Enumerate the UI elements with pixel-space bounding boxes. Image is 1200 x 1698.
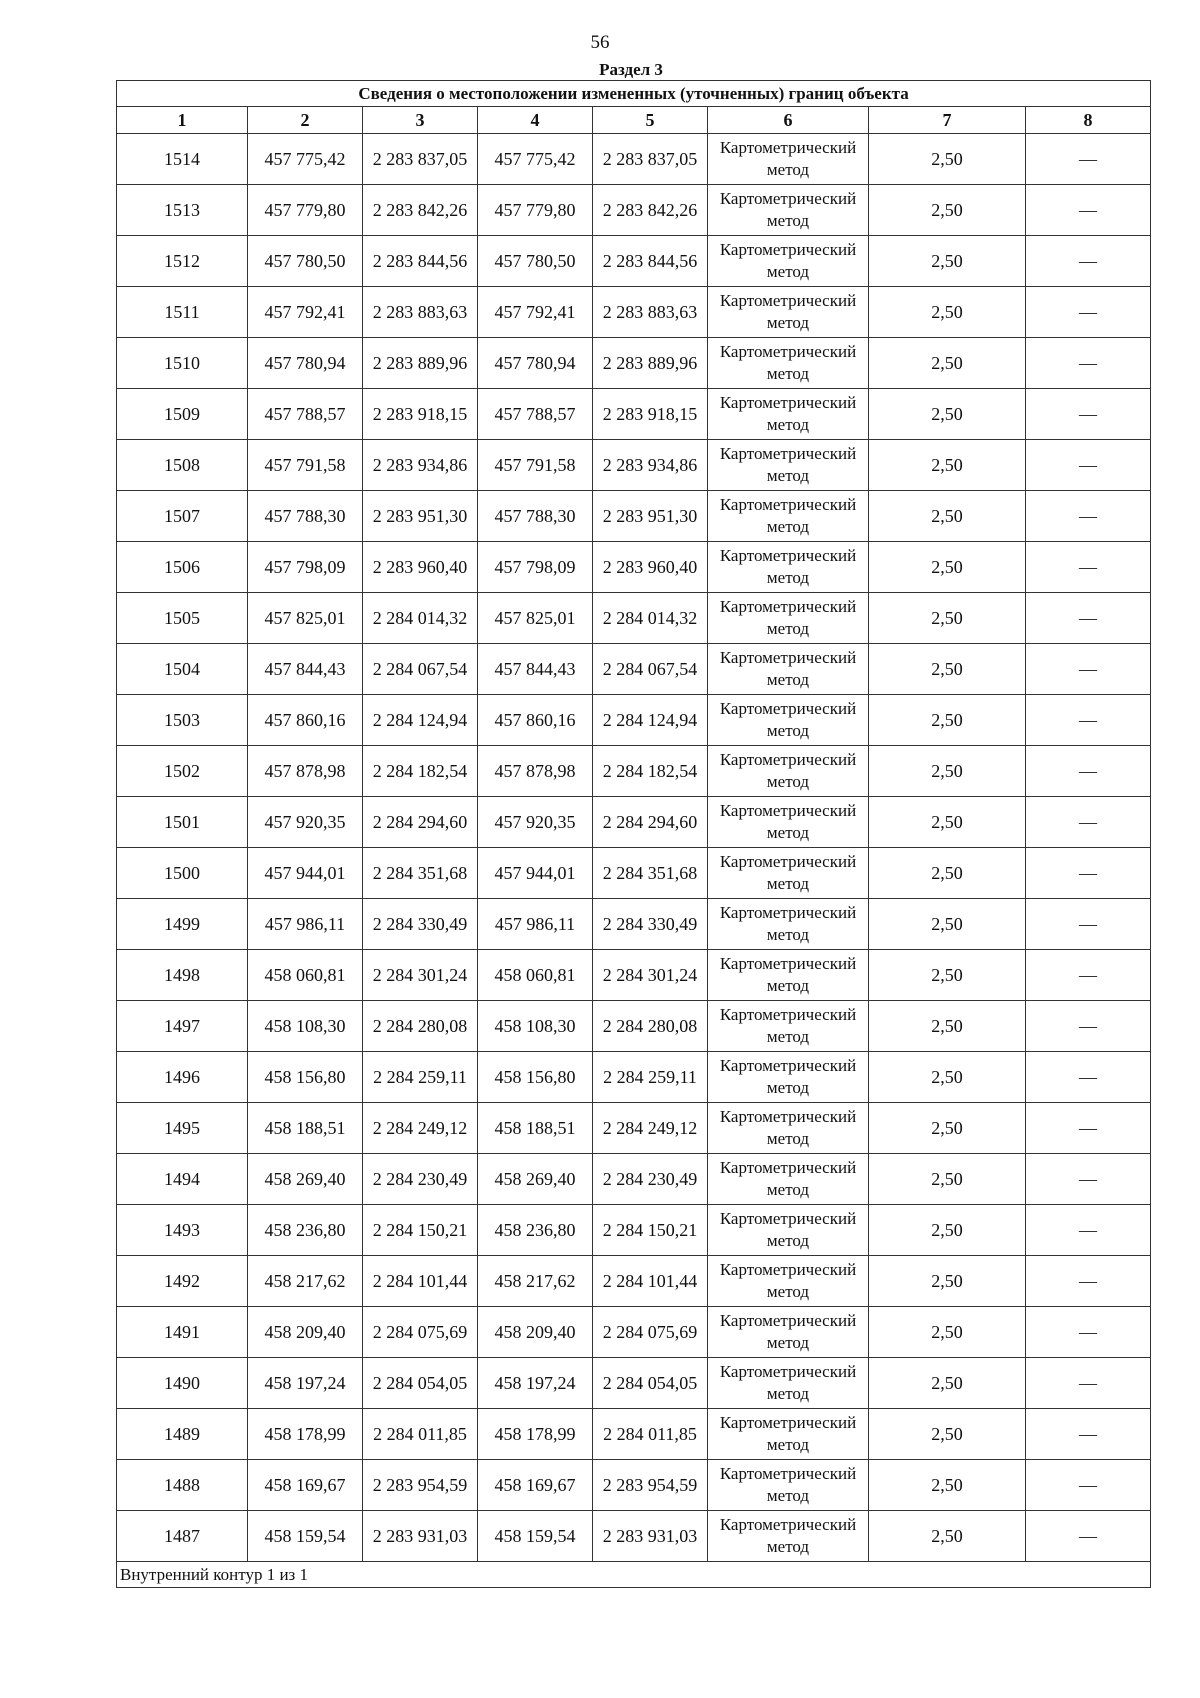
accuracy-cell: 2,50	[869, 1511, 1026, 1562]
table-row	[117, 593, 1151, 644]
x-existing-cell: 458 159,54	[248, 1511, 363, 1562]
x-existing-cell: 457 878,98	[248, 746, 363, 797]
y-new-cell: 2 284 182,54	[593, 746, 708, 797]
y-existing-cell: 2 284 182,54	[363, 746, 478, 797]
description-cell: —	[1026, 1205, 1151, 1256]
accuracy-cell: 2,50	[869, 1001, 1026, 1052]
method-cell: Картометрический метод	[708, 542, 869, 593]
x-existing-cell: 458 236,80	[248, 1205, 363, 1256]
y-new-cell: 2 283 960,40	[593, 542, 708, 593]
x-existing-cell: 457 944,01	[248, 848, 363, 899]
x-new-cell: 457 878,98	[478, 746, 593, 797]
x-new-cell: 457 788,57	[478, 389, 593, 440]
description-cell: —	[1026, 338, 1151, 389]
y-existing-cell: 2 284 330,49	[363, 899, 478, 950]
table-row	[117, 491, 1151, 542]
x-existing-cell: 458 169,67	[248, 1460, 363, 1511]
accuracy-cell: 2,50	[869, 899, 1026, 950]
y-new-cell: 2 284 351,68	[593, 848, 708, 899]
description-cell: —	[1026, 1103, 1151, 1154]
x-new-cell: 458 269,40	[478, 1154, 593, 1205]
y-existing-cell: 2 284 280,08	[363, 1001, 478, 1052]
table-row	[117, 236, 1151, 287]
table-row	[117, 746, 1151, 797]
column-header: 4	[478, 107, 593, 134]
y-new-cell: 2 284 101,44	[593, 1256, 708, 1307]
table-row	[117, 185, 1151, 236]
description-cell: —	[1026, 695, 1151, 746]
point-number-cell: 1490	[117, 1358, 248, 1409]
description-cell: —	[1026, 1154, 1151, 1205]
y-new-cell: 2 284 249,12	[593, 1103, 708, 1154]
x-existing-cell: 458 108,30	[248, 1001, 363, 1052]
table-row	[117, 1256, 1151, 1307]
description-cell: —	[1026, 593, 1151, 644]
description-cell: —	[1026, 1256, 1151, 1307]
table-body	[117, 134, 1151, 1562]
accuracy-cell: 2,50	[869, 1052, 1026, 1103]
method-cell: Картометрический метод	[708, 746, 869, 797]
y-existing-cell: 2 284 351,68	[363, 848, 478, 899]
y-new-cell: 2 283 934,86	[593, 440, 708, 491]
column-header: 6	[708, 107, 869, 134]
method-cell: Картометрический метод	[708, 644, 869, 695]
x-existing-cell: 457 860,16	[248, 695, 363, 746]
table-row	[117, 389, 1151, 440]
method-cell: Картометрический метод	[708, 593, 869, 644]
point-number-cell: 1499	[117, 899, 248, 950]
table-row	[117, 1358, 1151, 1409]
description-cell: —	[1026, 1409, 1151, 1460]
boundary-coordinates-table	[116, 80, 1151, 1588]
accuracy-cell: 2,50	[869, 848, 1026, 899]
method-cell: Картометрический метод	[708, 950, 869, 1001]
y-new-cell: 2 283 889,96	[593, 338, 708, 389]
y-new-cell: 2 284 230,49	[593, 1154, 708, 1205]
y-new-cell: 2 283 842,26	[593, 185, 708, 236]
y-existing-cell: 2 283 951,30	[363, 491, 478, 542]
y-new-cell: 2 283 918,15	[593, 389, 708, 440]
method-cell: Картометрический метод	[708, 338, 869, 389]
table-row	[117, 1409, 1151, 1460]
table-row	[117, 899, 1151, 950]
table-row	[117, 1511, 1151, 1562]
point-number-cell: 1491	[117, 1307, 248, 1358]
y-existing-cell: 2 283 837,05	[363, 134, 478, 185]
y-existing-cell: 2 284 301,24	[363, 950, 478, 1001]
x-existing-cell: 458 217,62	[248, 1256, 363, 1307]
y-existing-cell: 2 284 150,21	[363, 1205, 478, 1256]
point-number-cell: 1492	[117, 1256, 248, 1307]
accuracy-cell: 2,50	[869, 746, 1026, 797]
x-new-cell: 457 792,41	[478, 287, 593, 338]
x-new-cell: 457 788,30	[478, 491, 593, 542]
method-cell: Картометрический метод	[708, 1256, 869, 1307]
y-new-cell: 2 284 294,60	[593, 797, 708, 848]
point-number-cell: 1497	[117, 1001, 248, 1052]
point-number-cell: 1488	[117, 1460, 248, 1511]
method-cell: Картометрический метод	[708, 440, 869, 491]
y-new-cell: 2 284 280,08	[593, 1001, 708, 1052]
x-existing-cell: 458 197,24	[248, 1358, 363, 1409]
method-cell: Картометрический метод	[708, 1460, 869, 1511]
point-number-cell: 1498	[117, 950, 248, 1001]
accuracy-cell: 2,50	[869, 1256, 1026, 1307]
y-new-cell: 2 284 067,54	[593, 644, 708, 695]
description-cell: —	[1026, 1358, 1151, 1409]
y-existing-cell: 2 284 011,85	[363, 1409, 478, 1460]
accuracy-cell: 2,50	[869, 1103, 1026, 1154]
table-row	[117, 1103, 1151, 1154]
y-new-cell: 2 284 124,94	[593, 695, 708, 746]
description-cell: —	[1026, 185, 1151, 236]
point-number-cell: 1512	[117, 236, 248, 287]
accuracy-cell: 2,50	[869, 389, 1026, 440]
method-cell: Картометрический метод	[708, 797, 869, 848]
x-new-cell: 458 169,67	[478, 1460, 593, 1511]
x-new-cell: 457 944,01	[478, 848, 593, 899]
y-existing-cell: 2 283 883,63	[363, 287, 478, 338]
accuracy-cell: 2,50	[869, 287, 1026, 338]
method-cell: Картометрический метод	[708, 1205, 869, 1256]
column-header: 8	[1026, 107, 1151, 134]
method-cell: Картометрический метод	[708, 899, 869, 950]
table-row	[117, 1154, 1151, 1205]
method-cell: Картометрический метод	[708, 1511, 869, 1562]
x-new-cell: 458 159,54	[478, 1511, 593, 1562]
table-row	[117, 134, 1151, 185]
method-cell: Картометрический метод	[708, 1103, 869, 1154]
x-existing-cell: 458 269,40	[248, 1154, 363, 1205]
column-header: 5	[593, 107, 708, 134]
y-new-cell: 2 283 931,03	[593, 1511, 708, 1562]
table-caption: Сведения о местоположении измененных (уточненных) границ объекта	[117, 81, 1151, 107]
y-existing-cell: 2 283 934,86	[363, 440, 478, 491]
contour-footer: Внутренний контур 1 из 1	[117, 1562, 1151, 1588]
point-number-cell: 1496	[117, 1052, 248, 1103]
point-number-cell: 1503	[117, 695, 248, 746]
point-number-cell: 1511	[117, 287, 248, 338]
method-cell: Картометрический метод	[708, 491, 869, 542]
accuracy-cell: 2,50	[869, 542, 1026, 593]
table-row	[117, 1460, 1151, 1511]
x-new-cell: 458 060,81	[478, 950, 593, 1001]
x-new-cell: 458 217,62	[478, 1256, 593, 1307]
point-number-cell: 1508	[117, 440, 248, 491]
x-existing-cell: 457 780,50	[248, 236, 363, 287]
x-new-cell: 457 780,94	[478, 338, 593, 389]
table-row	[117, 1052, 1151, 1103]
table-row	[117, 848, 1151, 899]
x-new-cell: 458 108,30	[478, 1001, 593, 1052]
description-cell: —	[1026, 797, 1151, 848]
point-number-cell: 1514	[117, 134, 248, 185]
table-row	[117, 1307, 1151, 1358]
accuracy-cell: 2,50	[869, 236, 1026, 287]
y-existing-cell: 2 284 014,32	[363, 593, 478, 644]
x-new-cell: 457 825,01	[478, 593, 593, 644]
accuracy-cell: 2,50	[869, 1358, 1026, 1409]
x-new-cell: 457 780,50	[478, 236, 593, 287]
x-existing-cell: 457 825,01	[248, 593, 363, 644]
accuracy-cell: 2,50	[869, 950, 1026, 1001]
y-new-cell: 2 283 951,30	[593, 491, 708, 542]
x-new-cell: 458 209,40	[478, 1307, 593, 1358]
y-existing-cell: 2 283 842,26	[363, 185, 478, 236]
y-new-cell: 2 284 330,49	[593, 899, 708, 950]
section-title: Раздел 3	[599, 60, 663, 79]
x-existing-cell: 458 188,51	[248, 1103, 363, 1154]
y-existing-cell: 2 284 067,54	[363, 644, 478, 695]
description-cell: —	[1026, 1511, 1151, 1562]
point-number-cell: 1495	[117, 1103, 248, 1154]
accuracy-cell: 2,50	[869, 185, 1026, 236]
y-new-cell: 2 284 075,69	[593, 1307, 708, 1358]
x-existing-cell: 457 791,58	[248, 440, 363, 491]
y-new-cell: 2 284 301,24	[593, 950, 708, 1001]
method-cell: Картометрический метод	[708, 1154, 869, 1205]
description-cell: —	[1026, 491, 1151, 542]
description-cell: —	[1026, 950, 1151, 1001]
x-new-cell: 458 188,51	[478, 1103, 593, 1154]
x-existing-cell: 457 798,09	[248, 542, 363, 593]
method-cell: Картометрический метод	[708, 287, 869, 338]
table-row	[117, 797, 1151, 848]
y-existing-cell: 2 283 889,96	[363, 338, 478, 389]
accuracy-cell: 2,50	[869, 1205, 1026, 1256]
y-new-cell: 2 283 837,05	[593, 134, 708, 185]
y-existing-cell: 2 284 101,44	[363, 1256, 478, 1307]
x-new-cell: 457 798,09	[478, 542, 593, 593]
accuracy-cell: 2,50	[869, 1154, 1026, 1205]
accuracy-cell: 2,50	[869, 695, 1026, 746]
x-existing-cell: 457 844,43	[248, 644, 363, 695]
column-header: 7	[869, 107, 1026, 134]
method-cell: Картометрический метод	[708, 236, 869, 287]
accuracy-cell: 2,50	[869, 134, 1026, 185]
page-number: 56	[590, 32, 610, 53]
point-number-cell: 1501	[117, 797, 248, 848]
x-existing-cell: 457 775,42	[248, 134, 363, 185]
y-existing-cell: 2 283 931,03	[363, 1511, 478, 1562]
x-existing-cell: 458 178,99	[248, 1409, 363, 1460]
point-number-cell: 1493	[117, 1205, 248, 1256]
y-existing-cell: 2 283 918,15	[363, 389, 478, 440]
method-cell: Картометрический метод	[708, 389, 869, 440]
y-new-cell: 2 284 011,85	[593, 1409, 708, 1460]
accuracy-cell: 2,50	[869, 593, 1026, 644]
y-new-cell: 2 283 954,59	[593, 1460, 708, 1511]
y-new-cell: 2 283 883,63	[593, 287, 708, 338]
x-new-cell: 458 236,80	[478, 1205, 593, 1256]
accuracy-cell: 2,50	[869, 1409, 1026, 1460]
y-existing-cell: 2 284 230,49	[363, 1154, 478, 1205]
table-row	[117, 542, 1151, 593]
description-cell: —	[1026, 287, 1151, 338]
point-number-cell: 1506	[117, 542, 248, 593]
x-existing-cell: 457 780,94	[248, 338, 363, 389]
y-existing-cell: 2 284 054,05	[363, 1358, 478, 1409]
x-new-cell: 458 178,99	[478, 1409, 593, 1460]
x-existing-cell: 458 156,80	[248, 1052, 363, 1103]
method-cell: Картометрический метод	[708, 1001, 869, 1052]
x-existing-cell: 457 986,11	[248, 899, 363, 950]
description-cell: —	[1026, 542, 1151, 593]
x-new-cell: 457 920,35	[478, 797, 593, 848]
method-cell: Картометрический метод	[708, 1052, 869, 1103]
x-existing-cell: 457 788,57	[248, 389, 363, 440]
x-existing-cell: 457 920,35	[248, 797, 363, 848]
description-cell: —	[1026, 848, 1151, 899]
point-number-cell: 1502	[117, 746, 248, 797]
accuracy-cell: 2,50	[869, 1460, 1026, 1511]
method-cell: Картометрический метод	[708, 848, 869, 899]
y-existing-cell: 2 284 124,94	[363, 695, 478, 746]
column-header-row	[117, 107, 1151, 134]
description-cell: —	[1026, 134, 1151, 185]
y-new-cell: 2 284 150,21	[593, 1205, 708, 1256]
point-number-cell: 1513	[117, 185, 248, 236]
method-cell: Картометрический метод	[708, 1409, 869, 1460]
description-cell: —	[1026, 644, 1151, 695]
x-existing-cell: 457 792,41	[248, 287, 363, 338]
x-new-cell: 457 775,42	[478, 134, 593, 185]
x-existing-cell: 458 060,81	[248, 950, 363, 1001]
point-number-cell: 1509	[117, 389, 248, 440]
point-number-cell: 1510	[117, 338, 248, 389]
table-row	[117, 950, 1151, 1001]
point-number-cell: 1505	[117, 593, 248, 644]
x-existing-cell: 457 779,80	[248, 185, 363, 236]
description-cell: —	[1026, 440, 1151, 491]
point-number-cell: 1507	[117, 491, 248, 542]
description-cell: —	[1026, 1001, 1151, 1052]
description-cell: —	[1026, 236, 1151, 287]
table-row	[117, 338, 1151, 389]
description-cell: —	[1026, 389, 1151, 440]
description-cell: —	[1026, 1460, 1151, 1511]
x-new-cell: 457 779,80	[478, 185, 593, 236]
x-new-cell: 458 197,24	[478, 1358, 593, 1409]
description-cell: —	[1026, 1307, 1151, 1358]
x-existing-cell: 457 788,30	[248, 491, 363, 542]
y-existing-cell: 2 283 954,59	[363, 1460, 478, 1511]
method-cell: Картометрический метод	[708, 134, 869, 185]
column-header: 3	[363, 107, 478, 134]
accuracy-cell: 2,50	[869, 491, 1026, 542]
accuracy-cell: 2,50	[869, 440, 1026, 491]
y-new-cell: 2 283 844,56	[593, 236, 708, 287]
table-row	[117, 695, 1151, 746]
y-new-cell: 2 284 259,11	[593, 1052, 708, 1103]
table-row	[117, 644, 1151, 695]
table-row	[117, 1001, 1151, 1052]
x-existing-cell: 458 209,40	[248, 1307, 363, 1358]
y-existing-cell: 2 284 249,12	[363, 1103, 478, 1154]
method-cell: Картометрический метод	[708, 185, 869, 236]
y-new-cell: 2 284 014,32	[593, 593, 708, 644]
accuracy-cell: 2,50	[869, 644, 1026, 695]
x-new-cell: 457 860,16	[478, 695, 593, 746]
x-new-cell: 458 156,80	[478, 1052, 593, 1103]
accuracy-cell: 2,50	[869, 338, 1026, 389]
table-row	[117, 440, 1151, 491]
accuracy-cell: 2,50	[869, 1307, 1026, 1358]
table-row	[117, 1205, 1151, 1256]
method-cell: Картометрический метод	[708, 1358, 869, 1409]
column-header: 1	[117, 107, 248, 134]
point-number-cell: 1487	[117, 1511, 248, 1562]
point-number-cell: 1494	[117, 1154, 248, 1205]
column-header: 2	[248, 107, 363, 134]
y-existing-cell: 2 284 075,69	[363, 1307, 478, 1358]
method-cell: Картометрический метод	[708, 695, 869, 746]
method-cell: Картометрический метод	[708, 1307, 869, 1358]
point-number-cell: 1500	[117, 848, 248, 899]
x-new-cell: 457 791,58	[478, 440, 593, 491]
y-existing-cell: 2 283 960,40	[363, 542, 478, 593]
description-cell: —	[1026, 746, 1151, 797]
description-cell: —	[1026, 1052, 1151, 1103]
accuracy-cell: 2,50	[869, 797, 1026, 848]
point-number-cell: 1504	[117, 644, 248, 695]
table-row	[117, 287, 1151, 338]
y-existing-cell: 2 284 294,60	[363, 797, 478, 848]
y-new-cell: 2 284 054,05	[593, 1358, 708, 1409]
y-existing-cell: 2 283 844,56	[363, 236, 478, 287]
x-new-cell: 457 844,43	[478, 644, 593, 695]
y-existing-cell: 2 284 259,11	[363, 1052, 478, 1103]
x-new-cell: 457 986,11	[478, 899, 593, 950]
point-number-cell: 1489	[117, 1409, 248, 1460]
description-cell: —	[1026, 899, 1151, 950]
